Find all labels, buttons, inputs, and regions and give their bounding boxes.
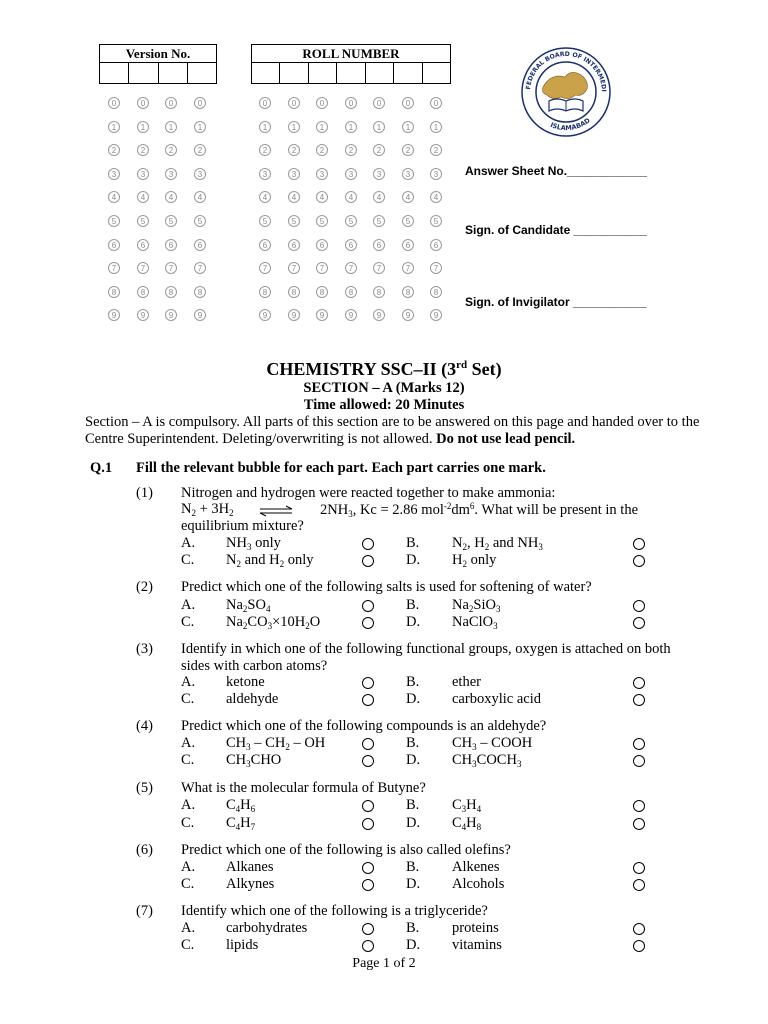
question-number: (7) — [136, 903, 153, 919]
version-bubble-column — [194, 97, 210, 333]
digit-bubble-0[interactable]: 0 — [373, 97, 385, 109]
digit-bubble-9[interactable]: 9 — [430, 309, 442, 321]
digit-bubble-4[interactable]: 4 — [373, 191, 385, 203]
digit-bubble-6[interactable]: 6 — [430, 239, 442, 251]
question-stem: Predict which one of the following compounds is an aldehyde? — [181, 718, 547, 734]
answer-bubble-1c[interactable] — [362, 555, 374, 567]
answer-bubble-7b[interactable] — [633, 923, 645, 935]
option-d-text: $C_4H_8$ — [452, 815, 482, 832]
digit-bubble-0[interactable]: 0 — [194, 97, 206, 109]
digit-bubble-7[interactable]: 7 — [345, 262, 357, 274]
board-seal-logo — [521, 47, 611, 137]
digit-bubble-1[interactable]: 1 — [194, 121, 206, 133]
digit-bubble-5[interactable]: 5 — [165, 215, 177, 227]
roll-number-label: ROLL NUMBER — [252, 45, 450, 63]
option-b-text: $C_3H_4$ — [452, 797, 482, 814]
digit-bubble-6[interactable]: 6 — [194, 239, 206, 251]
digit-bubble-3[interactable]: 3 — [165, 168, 177, 180]
option-letter: B. — [406, 797, 420, 813]
answer-bubble-2a[interactable] — [362, 600, 374, 612]
digit-bubble-0[interactable]: 0 — [288, 97, 300, 109]
digit-bubble-2[interactable]: 2 — [430, 144, 442, 156]
option-a-text: $C_4H_6$ — [226, 797, 256, 814]
option-letter: C. — [181, 815, 195, 831]
digit-bubble-2[interactable]: 2 — [194, 144, 206, 156]
digit-bubble-5[interactable]: 5 — [259, 215, 271, 227]
digit-bubble-4[interactable]: 4 — [108, 191, 120, 203]
digit-bubble-9[interactable]: 9 — [259, 309, 271, 321]
question-number: (6) — [136, 842, 153, 858]
answer-bubble-4b[interactable] — [633, 738, 645, 750]
digit-bubble-8[interactable]: 8 — [316, 286, 328, 298]
roll-bubble-column — [316, 97, 332, 333]
digit-bubble-4[interactable]: 4 — [194, 191, 206, 203]
question-number: (3) — [136, 641, 153, 657]
version-digit-cell[interactable] — [129, 63, 158, 83]
digit-bubble-1[interactable]: 1 — [316, 121, 328, 133]
option-letter: D. — [406, 815, 421, 831]
option-a-text: ketone — [226, 674, 265, 690]
option-b-text: $Na_2SiO_3$ — [452, 597, 501, 614]
digit-bubble-2[interactable]: 2 — [137, 144, 149, 156]
q1-number: Q.1 — [90, 460, 113, 476]
option-letter: C. — [181, 691, 195, 707]
option-letter: A. — [181, 597, 196, 613]
roll-bubble-column — [402, 97, 418, 333]
digit-bubble-4[interactable]: 4 — [345, 191, 357, 203]
question-stem: Nitrogen and hydrogen were reacted together to make ammonia: — [181, 485, 556, 501]
roll-digit-cell[interactable] — [337, 63, 365, 83]
answer-bubble-3a[interactable] — [362, 677, 374, 689]
option-a-text: Alkanes — [226, 859, 274, 875]
digit-bubble-1[interactable]: 1 — [137, 121, 149, 133]
q1-text: Fill the relevant bubble for each part. Each part carries one mark. — [136, 460, 546, 476]
digit-bubble-5[interactable]: 5 — [137, 215, 149, 227]
question-stem: Identify which one of the following is a triglyceride? — [181, 903, 488, 919]
question-number: (1) — [136, 485, 153, 501]
roll-bubble-column — [373, 97, 389, 333]
digit-bubble-1[interactable]: 1 — [108, 121, 120, 133]
version-digit-cell[interactable] — [159, 63, 188, 83]
option-b-text: proteins — [452, 920, 499, 936]
option-d-text: NaClO$_3$ — [452, 614, 498, 631]
digit-bubble-7[interactable]: 7 — [108, 262, 120, 274]
question-number: (4) — [136, 718, 153, 734]
digit-bubble-9[interactable]: 9 — [345, 309, 357, 321]
answer-bubble-4c[interactable] — [362, 755, 374, 767]
digit-bubble-9[interactable]: 9 — [137, 309, 149, 321]
title-main: CHEMISTRY SSC–II (3 — [266, 359, 457, 379]
digit-bubble-6[interactable]: 6 — [316, 239, 328, 251]
digit-bubble-7[interactable]: 7 — [430, 262, 442, 274]
option-letter: B. — [406, 597, 420, 613]
page-footer: Page 1 of 2 — [352, 956, 416, 971]
digit-bubble-5[interactable]: 5 — [402, 215, 414, 227]
digit-bubble-0[interactable]: 0 — [259, 97, 271, 109]
version-bubble-column — [137, 97, 153, 333]
digit-bubble-5[interactable]: 5 — [288, 215, 300, 227]
digit-bubble-0[interactable]: 0 — [430, 97, 442, 109]
digit-bubble-3[interactable]: 3 — [316, 168, 328, 180]
roll-digit-cell[interactable] — [394, 63, 422, 83]
digit-bubble-8[interactable]: 8 — [288, 286, 300, 298]
digit-bubble-7[interactable]: 7 — [373, 262, 385, 274]
digit-bubble-9[interactable]: 9 — [288, 309, 300, 321]
digit-bubble-3[interactable]: 3 — [402, 168, 414, 180]
option-letter: B. — [406, 674, 420, 690]
digit-bubble-8[interactable]: 8 — [345, 286, 357, 298]
digit-bubble-2[interactable]: 2 — [345, 144, 357, 156]
option-letter: A. — [181, 735, 196, 751]
option-a-text: carbohydrates — [226, 920, 308, 936]
question-number: (2) — [136, 579, 153, 595]
option-letter: B. — [406, 535, 420, 551]
digit-bubble-7[interactable]: 7 — [165, 262, 177, 274]
digit-bubble-0[interactable]: 0 — [345, 97, 357, 109]
digit-bubble-9[interactable]: 9 — [316, 309, 328, 321]
digit-bubble-6[interactable]: 6 — [259, 239, 271, 251]
digit-bubble-7[interactable]: 7 — [137, 262, 149, 274]
digit-bubble-1[interactable]: 1 — [165, 121, 177, 133]
digit-bubble-3[interactable]: 3 — [288, 168, 300, 180]
seal-text: FEDERAL BOARD OF INTERMEDI — [525, 50, 608, 92]
digit-bubble-7[interactable]: 7 — [316, 262, 328, 274]
option-letter: D. — [406, 752, 421, 768]
digit-bubble-5[interactable]: 5 — [345, 215, 357, 227]
answer-bubble-7c[interactable] — [362, 940, 374, 952]
digit-bubble-0[interactable]: 0 — [108, 97, 120, 109]
option-b-text: $N_2$, $H_2$ and $NH_3$ — [452, 535, 543, 552]
digit-bubble-8[interactable]: 8 — [430, 286, 442, 298]
option-c-text: $N_2$ and $H_2$ only — [226, 552, 314, 569]
option-letter: A. — [181, 797, 196, 813]
digit-bubble-2[interactable]: 2 — [373, 144, 385, 156]
answer-bubble-6a[interactable] — [362, 862, 374, 874]
roll-digit-cell[interactable] — [252, 63, 280, 83]
answer-bubble-2b[interactable] — [633, 600, 645, 612]
digit-bubble-7[interactable]: 7 — [288, 262, 300, 274]
digit-bubble-8[interactable]: 8 — [194, 286, 206, 298]
option-a-text: $Na_2SO_4$ — [226, 597, 271, 614]
answer-bubble-3c[interactable] — [362, 694, 374, 706]
digit-bubble-7[interactable]: 7 — [402, 262, 414, 274]
title-superscript: rd — [456, 359, 468, 371]
option-a-text: $NH_3$ only — [226, 535, 281, 552]
digit-bubble-2[interactable]: 2 — [165, 144, 177, 156]
digit-bubble-6[interactable]: 6 — [137, 239, 149, 251]
answer-bubble-5a[interactable] — [362, 800, 374, 812]
digit-bubble-6[interactable]: 6 — [402, 239, 414, 251]
digit-bubble-3[interactable]: 3 — [259, 168, 271, 180]
digit-bubble-2[interactable]: 2 — [402, 144, 414, 156]
option-letter: C. — [181, 752, 195, 768]
digit-bubble-6[interactable]: 6 — [165, 239, 177, 251]
digit-bubble-8[interactable]: 8 — [137, 286, 149, 298]
option-c-text: aldehyde — [226, 691, 279, 707]
option-letter: A. — [181, 859, 196, 875]
option-d-text: Alcohols — [452, 876, 505, 892]
digit-bubble-3[interactable]: 3 — [430, 168, 442, 180]
digit-bubble-3[interactable]: 3 — [373, 168, 385, 180]
option-letter: A. — [181, 674, 196, 690]
digit-bubble-8[interactable]: 8 — [108, 286, 120, 298]
digit-bubble-2[interactable]: 2 — [316, 144, 328, 156]
instructions — [85, 414, 705, 448]
option-c-text: $CH_3CHO$ — [226, 752, 282, 769]
option-d-text: carboxylic acid — [452, 691, 541, 707]
option-d-text: $H_2$ only — [452, 552, 497, 569]
question-stem: Identify in which one of the following functional groups, oxygen is attached on both sides with carbon atoms? — [181, 641, 671, 674]
version-number-label: Version No. — [100, 45, 216, 63]
seal-city: ISLAMABAD — [549, 116, 592, 133]
answer-bubble-1d[interactable] — [633, 555, 645, 567]
answer-bubble-1a[interactable] — [362, 538, 374, 550]
option-a-text: $CH_3 - CH_2$ – OH — [226, 735, 326, 752]
digit-bubble-0[interactable]: 0 — [165, 97, 177, 109]
digit-bubble-9[interactable]: 9 — [373, 309, 385, 321]
question-number: (5) — [136, 780, 153, 796]
answer-bubble-7a[interactable] — [362, 923, 374, 935]
digit-bubble-2[interactable]: 2 — [259, 144, 271, 156]
option-letter: A. — [181, 535, 196, 551]
digit-bubble-4[interactable]: 4 — [165, 191, 177, 203]
digit-bubble-6[interactable]: 6 — [373, 239, 385, 251]
answer-bubble-3d[interactable] — [633, 694, 645, 706]
option-letter: D. — [406, 876, 421, 892]
digit-bubble-4[interactable]: 4 — [259, 191, 271, 203]
digit-bubble-9[interactable]: 9 — [165, 309, 177, 321]
answer-sheet-number-field[interactable]: Answer Sheet No.____________ — [465, 164, 648, 178]
digit-bubble-6[interactable]: 6 — [108, 239, 120, 251]
digit-bubble-5[interactable]: 5 — [430, 215, 442, 227]
option-letter: D. — [406, 691, 421, 707]
digit-bubble-7[interactable]: 7 — [194, 262, 206, 274]
digit-bubble-9[interactable]: 9 — [194, 309, 206, 321]
digit-bubble-7[interactable]: 7 — [259, 262, 271, 274]
option-c-text: $Na_2CO_3\times 10H_2O$ — [226, 614, 321, 631]
equilibrium-arrow-icon — [258, 505, 294, 517]
digit-bubble-1[interactable]: 1 — [259, 121, 271, 133]
option-d-text: $CH_3COCH_3$ — [452, 752, 522, 769]
digit-bubble-1[interactable]: 1 — [288, 121, 300, 133]
roll-bubble-column — [259, 97, 275, 333]
digit-bubble-5[interactable]: 5 — [108, 215, 120, 227]
option-d-text: vitamins — [452, 937, 502, 953]
roll-digit-cell[interactable] — [423, 63, 450, 83]
option-b-text: $CH_3$ – COOH — [452, 735, 533, 752]
page-title — [0, 359, 768, 380]
option-letter: C. — [181, 614, 195, 630]
digit-bubble-8[interactable]: 8 — [165, 286, 177, 298]
digit-bubble-1[interactable]: 1 — [430, 121, 442, 133]
question-stem: Predict which one of the following salts is used for softening of water? — [181, 579, 592, 595]
digit-bubble-4[interactable]: 4 — [402, 191, 414, 203]
digit-bubble-1[interactable]: 1 — [402, 121, 414, 133]
roll-bubble-column — [345, 97, 361, 333]
option-letter: A. — [181, 920, 196, 936]
digit-bubble-3[interactable]: 3 — [345, 168, 357, 180]
answer-bubble-7d[interactable] — [633, 940, 645, 952]
digit-bubble-5[interactable]: 5 — [373, 215, 385, 227]
digit-bubble-2[interactable]: 2 — [288, 144, 300, 156]
roll-bubble-column — [430, 97, 446, 333]
title-end: Set) — [467, 359, 502, 379]
answer-bubble-5c[interactable] — [362, 818, 374, 830]
answer-bubble-6b[interactable] — [633, 862, 645, 874]
option-c-text: Alkynes — [226, 876, 275, 892]
version-number-box — [99, 44, 217, 84]
option-letter: D. — [406, 552, 421, 568]
option-letter: B. — [406, 859, 420, 875]
answer-bubble-2d[interactable] — [633, 617, 645, 629]
question-stem: Predict which one of the following is also called olefins? — [181, 842, 511, 858]
question-stem-continued: equilibrium mixture? — [181, 518, 304, 534]
digit-bubble-3[interactable]: 3 — [194, 168, 206, 180]
digit-bubble-8[interactable]: 8 — [373, 286, 385, 298]
answer-bubble-6c[interactable] — [362, 879, 374, 891]
answer-bubble-3b[interactable] — [633, 677, 645, 689]
digit-bubble-0[interactable]: 0 — [316, 97, 328, 109]
digit-bubble-6[interactable]: 6 — [345, 239, 357, 251]
option-letter: D. — [406, 937, 421, 953]
answer-bubble-5d[interactable] — [633, 818, 645, 830]
option-letter: B. — [406, 920, 420, 936]
digit-bubble-3[interactable]: 3 — [108, 168, 120, 180]
option-b-text: ether — [452, 674, 481, 690]
answer-bubble-5b[interactable] — [633, 800, 645, 812]
answer-bubble-6d[interactable] — [633, 879, 645, 891]
digit-bubble-5[interactable]: 5 — [194, 215, 206, 227]
option-letter: D. — [406, 614, 421, 630]
digit-bubble-0[interactable]: 0 — [402, 97, 414, 109]
digit-bubble-4[interactable]: 4 — [430, 191, 442, 203]
answer-bubble-4a[interactable] — [362, 738, 374, 750]
version-bubble-column — [108, 97, 124, 333]
option-letter: C. — [181, 552, 195, 568]
digit-bubble-2[interactable]: 2 — [108, 144, 120, 156]
option-c-text: lipids — [226, 937, 259, 953]
digit-bubble-3[interactable]: 3 — [137, 168, 149, 180]
option-letter: B. — [406, 735, 420, 751]
digit-bubble-1[interactable]: 1 — [345, 121, 357, 133]
candidate-signature-field[interactable]: Sign. of Candidate ___________ — [465, 223, 648, 237]
roll-digit-cell[interactable] — [366, 63, 394, 83]
version-digit-cell[interactable] — [100, 63, 129, 83]
roll-number-box — [251, 44, 451, 84]
instructions-text: Section – A is compulsory. All parts of this section are to be answered on this page and handed over to the Centre Superintendent. Deleting/overwriting is not allowed. — [85, 414, 700, 447]
digit-bubble-8[interactable]: 8 — [402, 286, 414, 298]
question-stem: What is the molecular formula of Butyne? — [181, 780, 426, 796]
roll-bubble-column — [288, 97, 304, 333]
digit-bubble-0[interactable]: 0 — [137, 97, 149, 109]
option-c-text: $C_4H_7$ — [226, 815, 256, 832]
digit-bubble-6[interactable]: 6 — [288, 239, 300, 251]
answer-bubble-1b[interactable] — [633, 538, 645, 550]
digit-bubble-1[interactable]: 1 — [373, 121, 385, 133]
section-heading: SECTION – A (Marks 12) — [303, 380, 465, 396]
digit-bubble-5[interactable]: 5 — [316, 215, 328, 227]
digit-bubble-4[interactable]: 4 — [137, 191, 149, 203]
option-letter: C. — [181, 937, 195, 953]
digit-bubble-4[interactable]: 4 — [316, 191, 328, 203]
answer-bubble-4d[interactable] — [633, 755, 645, 767]
time-allowed: Time allowed: 20 Minutes — [303, 397, 465, 413]
option-letter: C. — [181, 876, 195, 892]
roll-digit-cell[interactable] — [280, 63, 308, 83]
version-bubble-column — [165, 97, 181, 333]
instructions-warning: Do not use lead pencil. — [436, 431, 576, 447]
digit-bubble-9[interactable]: 9 — [108, 309, 120, 321]
version-digit-cell[interactable] — [188, 63, 216, 83]
option-b-text: Alkenes — [452, 859, 500, 875]
digit-bubble-8[interactable]: 8 — [259, 286, 271, 298]
roll-digit-cell[interactable] — [309, 63, 337, 83]
answer-bubble-2c[interactable] — [362, 617, 374, 629]
invigilator-signature-field[interactable]: Sign. of Invigilator ___________ — [465, 295, 647, 309]
digit-bubble-4[interactable]: 4 — [288, 191, 300, 203]
digit-bubble-9[interactable]: 9 — [402, 309, 414, 321]
